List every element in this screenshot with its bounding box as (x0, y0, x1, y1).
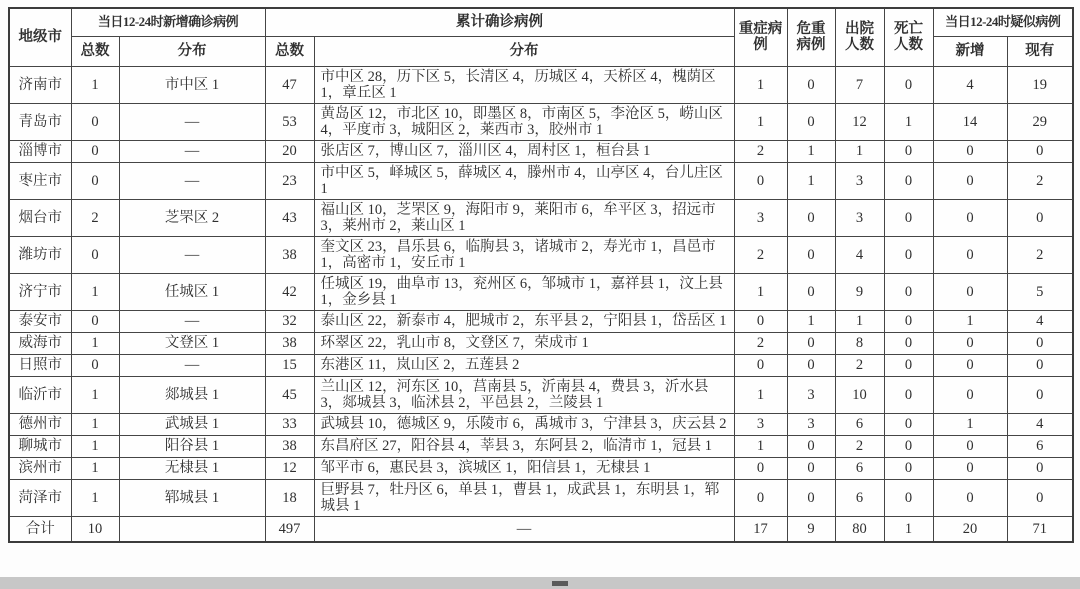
cum-dist-cell: 东港区 11，岚山区 2，五莲县 2 (314, 354, 734, 376)
cum-dist-cell: 黄岛区 12，市北区 10，即墨区 8，市南区 5，李沧区 5，崂山区 4，平度市 3，城阳区 2，莱西市 3，胶州市 1 (314, 103, 734, 140)
col-header-discharged: 出院人数 (835, 8, 884, 66)
deaths-cell: 0 (884, 162, 933, 199)
cum-dist-cell: 奎文区 23，昌乐县 6，临朐县 3，诸城市 2，寿光市 1，昌邑市 1，高密市 1，安丘市 1 (314, 236, 734, 273)
deaths-cell: 0 (884, 332, 933, 354)
severe-cell: 0 (734, 479, 787, 516)
discharged-cell: 6 (835, 413, 884, 435)
discharged-cell: 4 (835, 236, 884, 273)
critical-cell: 1 (787, 162, 835, 199)
cum-total-cell: 33 (265, 413, 314, 435)
city-cell: 济宁市 (9, 273, 71, 310)
cum-dist-cell: 兰山区 12，河东区 10，莒南县 5，沂南县 4，费县 3，沂水县 3，郯城县 3，临沭县 2，平邑县 2，兰陵县 1 (314, 376, 734, 413)
col-subheader-cum-total: 总数 (265, 36, 314, 66)
total-row (9, 516, 1073, 542)
new-total-cell: 0 (71, 236, 119, 273)
discharged-cell: 8 (835, 332, 884, 354)
col-header-severe: 重症病例 (734, 8, 787, 66)
deaths-cell: 0 (884, 479, 933, 516)
discharged-cell: 7 (835, 66, 884, 103)
new-total-cell: 0 (71, 140, 119, 162)
suspected-new-cell: 0 (933, 376, 1007, 413)
new-dist-cell: — (119, 354, 265, 376)
total-cum-dist-cell: — (314, 516, 734, 542)
col-subheader-cum-dist: 分布 (314, 36, 734, 66)
new-total-cell: 1 (71, 457, 119, 479)
col-subheader-suspected-existing: 现有 (1007, 36, 1073, 66)
suspected-new-cell: 0 (933, 162, 1007, 199)
deaths-cell: 0 (884, 310, 933, 332)
deaths-cell: 0 (884, 376, 933, 413)
new-dist-cell: 文登区 1 (119, 332, 265, 354)
discharged-cell: 6 (835, 457, 884, 479)
deaths-cell: 0 (884, 236, 933, 273)
suspected-new-cell: 0 (933, 332, 1007, 354)
cum-total-cell: 47 (265, 66, 314, 103)
suspected-new-cell: 1 (933, 413, 1007, 435)
cum-dist-cell: 市中区 28，历下区 5，长清区 4，历城区 4，天桥区 4，槐荫区 1，章丘区 1 (314, 66, 734, 103)
table-row (9, 354, 1073, 376)
total-new-dist-cell (119, 516, 265, 542)
suspected-existing-cell: 0 (1007, 479, 1073, 516)
cum-dist-cell: 泰山区 22，新泰市 4，肥城市 2，东平县 2，宁阳县 1，岱岳区 1 (314, 310, 734, 332)
city-cell: 德州市 (9, 413, 71, 435)
discharged-cell: 12 (835, 103, 884, 140)
new-total-cell: 0 (71, 310, 119, 332)
suspected-existing-cell: 4 (1007, 310, 1073, 332)
city-cell: 泰安市 (9, 310, 71, 332)
deaths-cell: 0 (884, 273, 933, 310)
suspected-new-cell: 0 (933, 236, 1007, 273)
col-header-city: 地级市 (9, 8, 71, 66)
new-dist-cell: — (119, 140, 265, 162)
deaths-cell: 1 (884, 103, 933, 140)
critical-cell: 0 (787, 435, 835, 457)
new-dist-cell: — (119, 310, 265, 332)
cum-total-cell: 38 (265, 332, 314, 354)
suspected-new-cell: 0 (933, 457, 1007, 479)
critical-cell: 0 (787, 457, 835, 479)
total-cum-total-cell: 497 (265, 516, 314, 542)
cum-dist-cell: 东昌府区 27，阳谷县 4，莘县 3，东阿县 2，临清市 1，冠县 1 (314, 435, 734, 457)
cum-total-cell: 43 (265, 199, 314, 236)
discharged-cell: 1 (835, 140, 884, 162)
table-row (9, 310, 1073, 332)
new-dist-cell: 任城区 1 (119, 273, 265, 310)
severe-cell: 1 (734, 376, 787, 413)
critical-cell: 0 (787, 66, 835, 103)
new-total-cell: 1 (71, 273, 119, 310)
col-subheader-new-total: 总数 (71, 36, 119, 66)
discharged-cell: 2 (835, 435, 884, 457)
suspected-new-cell: 0 (933, 354, 1007, 376)
deaths-cell: 0 (884, 140, 933, 162)
cum-dist-cell: 市中区 5，峄城区 5，薛城区 4，滕州市 4，山亭区 4，台儿庄区 1 (314, 162, 734, 199)
suspected-existing-cell: 0 (1007, 457, 1073, 479)
cum-dist-cell: 环翠区 22，乳山市 8，文登区 7，荣成市 1 (314, 332, 734, 354)
new-dist-cell: 武城县 1 (119, 413, 265, 435)
table-row (9, 457, 1073, 479)
table-row (9, 236, 1073, 273)
suspected-existing-cell: 19 (1007, 66, 1073, 103)
suspected-existing-cell: 4 (1007, 413, 1073, 435)
severe-cell: 2 (734, 236, 787, 273)
city-cell: 淄博市 (9, 140, 71, 162)
suspected-existing-cell: 0 (1007, 140, 1073, 162)
severe-cell: 1 (734, 103, 787, 140)
table-row (9, 479, 1073, 516)
total-suspected-new-cell: 20 (933, 516, 1007, 542)
city-cell: 临沂市 (9, 376, 71, 413)
suspected-existing-cell: 5 (1007, 273, 1073, 310)
critical-cell: 0 (787, 103, 835, 140)
discharged-cell: 10 (835, 376, 884, 413)
cum-total-cell: 38 (265, 435, 314, 457)
total-deaths-cell: 1 (884, 516, 933, 542)
epidemic-stats-table (8, 7, 1074, 543)
suspected-existing-cell: 6 (1007, 435, 1073, 457)
total-discharged-cell: 80 (835, 516, 884, 542)
suspected-new-cell: 0 (933, 273, 1007, 310)
critical-cell: 0 (787, 332, 835, 354)
total-suspected-existing-cell: 71 (1007, 516, 1073, 542)
suspected-new-cell: 1 (933, 310, 1007, 332)
suspected-new-cell: 14 (933, 103, 1007, 140)
cum-total-cell: 45 (265, 376, 314, 413)
city-cell: 枣庄市 (9, 162, 71, 199)
suspected-existing-cell: 2 (1007, 236, 1073, 273)
critical-cell: 0 (787, 479, 835, 516)
city-cell: 潍坊市 (9, 236, 71, 273)
suspected-existing-cell: 29 (1007, 103, 1073, 140)
new-dist-cell: — (119, 103, 265, 140)
suspected-new-cell: 0 (933, 479, 1007, 516)
city-cell: 青岛市 (9, 103, 71, 140)
cum-total-cell: 53 (265, 103, 314, 140)
new-total-cell: 0 (71, 354, 119, 376)
total-critical-cell: 9 (787, 516, 835, 542)
severe-cell: 1 (734, 66, 787, 103)
table-row (9, 199, 1073, 236)
city-cell: 威海市 (9, 332, 71, 354)
city-cell: 日照市 (9, 354, 71, 376)
new-total-cell: 1 (71, 332, 119, 354)
discharged-cell: 3 (835, 199, 884, 236)
bottom-edge-strip (0, 577, 1080, 589)
severe-cell: 0 (734, 354, 787, 376)
cum-total-cell: 12 (265, 457, 314, 479)
total-label-cell: 合计 (9, 516, 71, 542)
new-total-cell: 2 (71, 199, 119, 236)
severe-cell: 1 (734, 273, 787, 310)
discharged-cell: 2 (835, 354, 884, 376)
severe-cell: 0 (734, 310, 787, 332)
cum-total-cell: 23 (265, 162, 314, 199)
cum-dist-cell: 任城区 19，曲阜市 13，兖州区 6，邹城市 1，嘉祥县 1，汶上县 1，金乡县 1 (314, 273, 734, 310)
suspected-new-cell: 0 (933, 199, 1007, 236)
city-cell: 菏泽市 (9, 479, 71, 516)
table-row (9, 66, 1073, 103)
severe-cell: 0 (734, 457, 787, 479)
city-cell: 滨州市 (9, 457, 71, 479)
table-row (9, 435, 1073, 457)
total-severe-cell: 17 (734, 516, 787, 542)
severe-cell: 0 (734, 162, 787, 199)
suspected-new-cell: 0 (933, 435, 1007, 457)
new-total-cell: 1 (71, 479, 119, 516)
severe-cell: 3 (734, 413, 787, 435)
suspected-existing-cell: 0 (1007, 199, 1073, 236)
suspected-existing-cell: 2 (1007, 162, 1073, 199)
cum-dist-cell: 武城县 10，德城区 9，乐陵市 6，禹城市 3，宁津县 3，庆云县 2 (314, 413, 734, 435)
suspected-existing-cell: 0 (1007, 332, 1073, 354)
deaths-cell: 0 (884, 457, 933, 479)
table-row (9, 376, 1073, 413)
city-cell: 济南市 (9, 66, 71, 103)
suspected-existing-cell: 0 (1007, 354, 1073, 376)
deaths-cell: 0 (884, 66, 933, 103)
critical-cell: 3 (787, 413, 835, 435)
discharged-cell: 9 (835, 273, 884, 310)
new-dist-cell: 芝罘区 2 (119, 199, 265, 236)
cum-total-cell: 18 (265, 479, 314, 516)
suspected-existing-cell: 0 (1007, 376, 1073, 413)
cum-total-cell: 32 (265, 310, 314, 332)
new-total-cell: 1 (71, 435, 119, 457)
new-dist-cell: 无棣县 1 (119, 457, 265, 479)
severe-cell: 1 (734, 435, 787, 457)
col-header-cumulative: 累计确诊病例 (265, 8, 734, 36)
deaths-cell: 0 (884, 199, 933, 236)
table-row (9, 140, 1073, 162)
critical-cell: 1 (787, 310, 835, 332)
new-dist-cell: 市中区 1 (119, 66, 265, 103)
col-header-deaths: 死亡人数 (884, 8, 933, 66)
table-row (9, 103, 1073, 140)
new-total-cell: 1 (71, 66, 119, 103)
cum-total-cell: 20 (265, 140, 314, 162)
suspected-new-cell: 4 (933, 66, 1007, 103)
severe-cell: 2 (734, 332, 787, 354)
cum-dist-cell: 福山区 10，芝罘区 9，海阳市 9，莱阳市 6，牟平区 3，招远市 3，莱州市 2，莱山区 1 (314, 199, 734, 236)
critical-cell: 0 (787, 236, 835, 273)
table-row (9, 332, 1073, 354)
critical-cell: 3 (787, 376, 835, 413)
new-total-cell: 0 (71, 162, 119, 199)
table-row (9, 273, 1073, 310)
col-header-critical: 危重病例 (787, 8, 835, 66)
city-cell: 烟台市 (9, 199, 71, 236)
cum-total-cell: 15 (265, 354, 314, 376)
discharged-cell: 6 (835, 479, 884, 516)
new-total-cell: 0 (71, 103, 119, 140)
suspected-new-cell: 0 (933, 140, 1007, 162)
col-header-suspected: 当日12-24时疑似病例 (933, 8, 1073, 36)
deaths-cell: 0 (884, 413, 933, 435)
table-row (9, 162, 1073, 199)
new-dist-cell: — (119, 236, 265, 273)
critical-cell: 1 (787, 140, 835, 162)
critical-cell: 0 (787, 199, 835, 236)
cum-dist-cell: 张店区 7，博山区 7，淄川区 4，周村区 1，桓台县 1 (314, 140, 734, 162)
cum-total-cell: 42 (265, 273, 314, 310)
total-new-total-cell: 10 (71, 516, 119, 542)
cum-dist-cell: 邹平市 6，惠民县 3，滨城区 1，阳信县 1，无棣县 1 (314, 457, 734, 479)
severe-cell: 2 (734, 140, 787, 162)
cum-total-cell: 38 (265, 236, 314, 273)
discharged-cell: 1 (835, 310, 884, 332)
new-total-cell: 1 (71, 413, 119, 435)
new-dist-cell: 阳谷县 1 (119, 435, 265, 457)
col-subheader-suspected-new: 新增 (933, 36, 1007, 66)
new-dist-cell: — (119, 162, 265, 199)
col-header-new-confirmed: 当日12-24时新增确诊病例 (71, 8, 265, 36)
city-cell: 聊城市 (9, 435, 71, 457)
table-row (9, 413, 1073, 435)
critical-cell: 0 (787, 354, 835, 376)
new-total-cell: 1 (71, 376, 119, 413)
new-dist-cell: 郓城县 1 (119, 479, 265, 516)
bottom-edge-tick (552, 581, 568, 586)
cum-dist-cell: 巨野县 7，牡丹区 6，单县 1，曹县 1，成武县 1，东明县 1，郓城县 1 (314, 479, 734, 516)
severe-cell: 3 (734, 199, 787, 236)
critical-cell: 0 (787, 273, 835, 310)
col-subheader-new-dist: 分布 (119, 36, 265, 66)
discharged-cell: 3 (835, 162, 884, 199)
deaths-cell: 0 (884, 435, 933, 457)
deaths-cell: 0 (884, 354, 933, 376)
new-dist-cell: 郯城县 1 (119, 376, 265, 413)
